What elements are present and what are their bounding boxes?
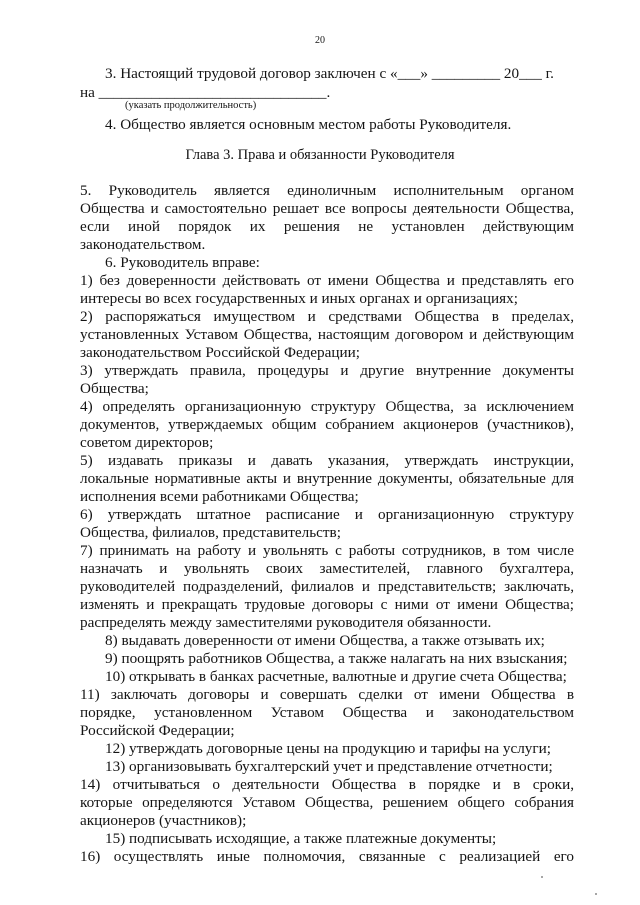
text-line: советом директоров; (80, 434, 214, 451)
item-3-term-line: 3. Настоящий трудовой договор заключен с «___» _________ 20___ г. (105, 65, 554, 82)
text-line: акционеров (участников); (80, 812, 247, 829)
text-line: назначать и увольнять своих заместителей, главного бухгалтера, (80, 560, 574, 577)
text-line: порядке, установленном Уставом Общества и законодательством (80, 704, 574, 721)
text-line: локальные нормативные акты и внутренние документы, обязательные для (80, 470, 574, 487)
text-line: 11) заключать договоры и совершать сделки от имени Общества в (80, 686, 574, 703)
text-line: законодательством. (80, 236, 206, 253)
chapter-title: Глава 3. Права и обязанности Руководителя (185, 147, 455, 163)
text-line: 12) утверждать договорные цены на продукцию и тарифы на услуги; (105, 740, 551, 757)
page-number: 20 (315, 35, 325, 46)
text-line: если иной порядок их решения не установлен действующим (80, 218, 574, 235)
text-line: 6. Руководитель вправе: (105, 254, 260, 271)
text-line: исполнения всеми работниками Общества; (80, 488, 359, 505)
item-4: 4. Общество является основным местом работы Руководителя. (105, 116, 512, 133)
text-line: 13) организовывать бухгалтерский учет и представление отчетности; (105, 758, 553, 775)
text-line: 2) распоряжаться имуществом и средствами Общества в пределах, (80, 308, 574, 325)
text-line: руководителей подразделений, филиалов и представительств; заключать, (80, 578, 574, 595)
text-line: 15) подписывать исходящие, а также платежные документы; (105, 830, 497, 847)
text-line: законодательством Российской Федерации; (80, 344, 360, 361)
text-line: документов, утверждаемых общим собранием акционеров (участников), (80, 416, 574, 433)
text-line: распределять между заместителями руководителя обязанности. (80, 614, 492, 631)
item-3-duration-line: на ______________________________. (80, 84, 331, 101)
text-line: которые определяются Уставом Общества, решением общего собрания (80, 794, 574, 811)
text-line: 3) утверждать правила, процедуры и другие внутренние документы (80, 362, 574, 379)
text-line: изменять и прекращать трудовые договоры с ними от имени Общества; (80, 596, 574, 613)
text-line: интересы во всех государственных и иных органах и организациях; (80, 290, 518, 307)
text-line: 16) осуществлять иные полномочия, связанные с реализацией его (80, 848, 574, 865)
text-line: 8) выдавать доверенности от имени Общества, а также отзывать их; (105, 632, 545, 649)
text-line: Российской Федерации; (80, 722, 235, 739)
text-line: Общества и самостоятельно решает все вопросы деятельности Общества, (80, 200, 574, 217)
text-line: 4) определять организационную структуру Общества, за исключением (80, 398, 574, 415)
text-line: 1) без доверенности действовать от имени Общества и представлять его (80, 272, 574, 289)
text-line: Общества, филиалов, представительств; (80, 524, 341, 541)
text-line: 5) издавать приказы и давать указания, утверждать инструкции, (80, 452, 574, 469)
scan-speck (541, 876, 543, 878)
text-line: 5. Руководитель является единоличным исполнительным органом (80, 182, 574, 199)
text-line: 7) принимать на работу и увольнять с работы сотрудников, в том числе (80, 542, 574, 559)
text-line: Общества; (80, 380, 149, 397)
text-line: 14) отчитываться о деятельности Общества в порядке и в сроки, (80, 776, 574, 793)
duration-hint: (указать продолжительность) (125, 100, 257, 111)
text-line: 10) открывать в банках расчетные, валютные и другие счета Общества; (105, 668, 567, 685)
text-line: 6) утверждать штатное расписание и организационную структуру (80, 506, 574, 523)
text-line: установленных Уставом Общества, настоящим договором и действующим (80, 326, 574, 343)
text-line: 9) поощрять работников Общества, а также налагать на них взыскания; (105, 650, 568, 667)
scan-speck (595, 893, 597, 895)
